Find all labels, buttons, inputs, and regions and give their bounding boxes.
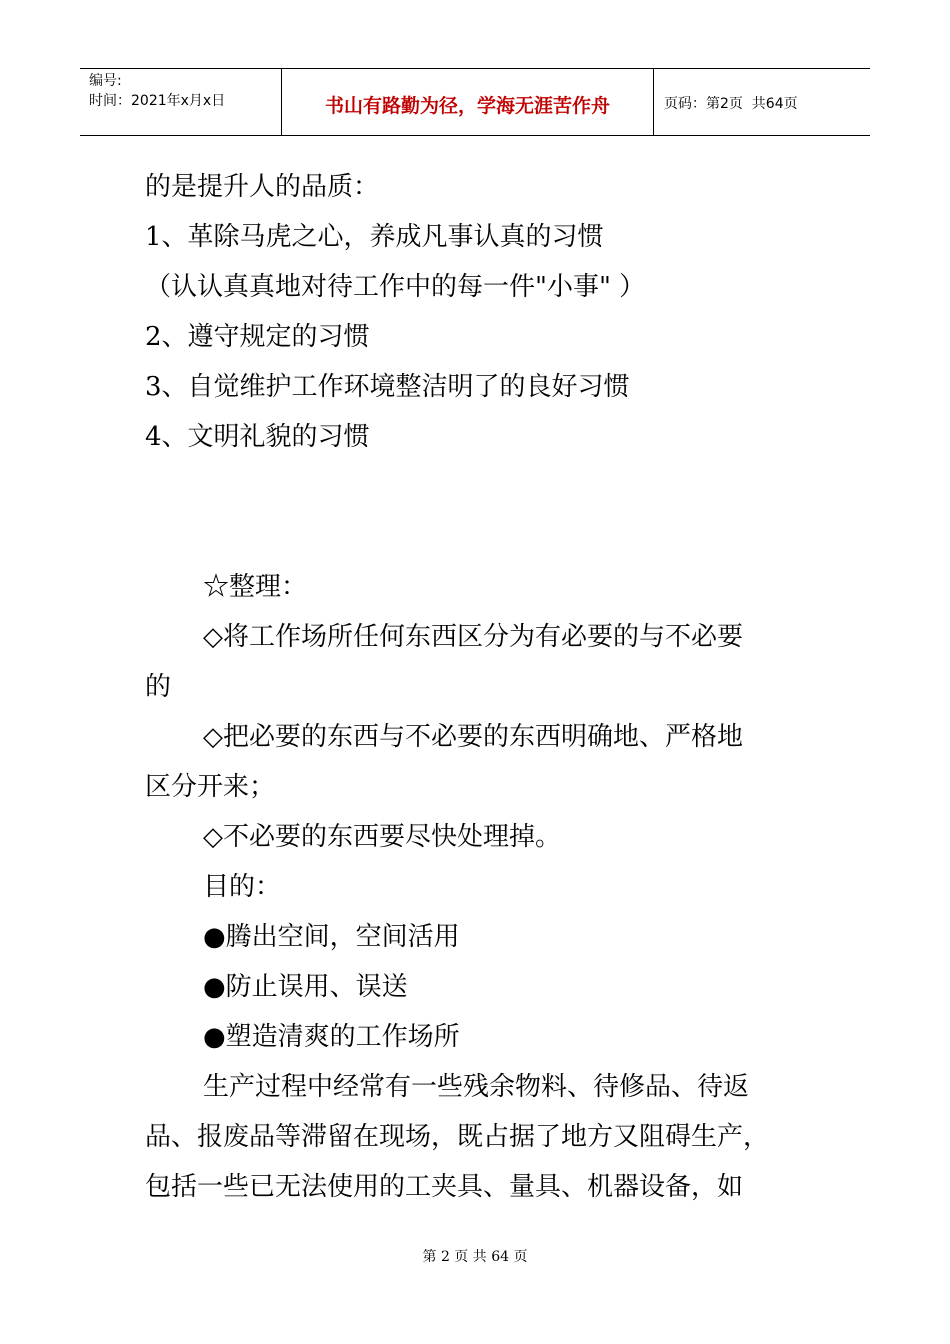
bullet-item: ●防止误用、误送 [203, 972, 408, 1002]
paragraph-line: ◇把必要的东西与不必要的东西明确地、严格地 [203, 722, 743, 752]
paragraph-line: 的是提升人的品质： [145, 172, 380, 202]
paragraph-line: （认认真真地对待工作中的每一件"小事" ） [145, 272, 646, 302]
paragraph-line: 生产过程中经常有一些残余物料、待修品、待返 [203, 1072, 750, 1102]
page-header [80, 68, 870, 136]
paragraph-line: ◇将工作场所任何东西区分为有必要的与不必要 [203, 622, 743, 652]
paragraph-line: 包括一些已无法使用的工夹具、量具、机器设备，如 [145, 1172, 744, 1202]
list-item: 2、遵守规定的习惯 [145, 322, 370, 352]
bullet-item: ●塑造清爽的工作场所 [203, 1022, 460, 1052]
section-heading: ☆整理： [203, 572, 308, 602]
list-item: 1、革除马虎之心，养成凡事认真的习惯 [145, 222, 604, 252]
bullet-item: ●腾出空间，空间活用 [203, 922, 460, 952]
list-item: 4、文明礼貌的习惯 [145, 422, 370, 452]
document-number-label: 编号: [89, 73, 122, 89]
header-page-info: 页码：第2页 共64页 [664, 96, 798, 112]
list-item: 3、自觉维护工作环境整洁明了的良好习惯 [145, 372, 630, 402]
paragraph-line: 的 [145, 672, 172, 702]
header-meta [80, 69, 282, 135]
paragraph-line: 品、报废品等滞留在现场，既占据了地方又阻碍生产， [145, 1122, 770, 1152]
paragraph-line: ◇不必要的东西要尽快处理掉。 [203, 822, 561, 852]
blank-space [145, 462, 825, 562]
page-footer: 第 2 页 共 64 页 [422, 1249, 528, 1265]
subheading: 目的： [203, 872, 282, 902]
paragraph-line: 区分开来； [145, 772, 276, 802]
header-motto: 书山有路勤为径，学海无涯苦作舟 [282, 69, 654, 135]
document-date: 时间：2021年x月x日 [89, 93, 226, 109]
document-body [145, 162, 825, 1212]
